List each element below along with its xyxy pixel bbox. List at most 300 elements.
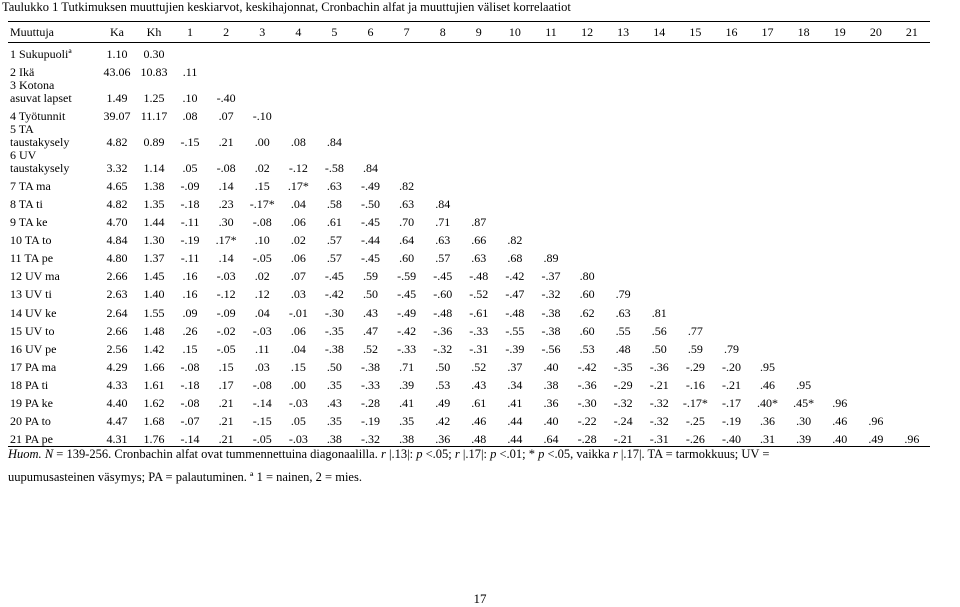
- empty-cell: [822, 79, 858, 105]
- empty-cell: [677, 79, 713, 105]
- table-row: [8, 356, 930, 374]
- table-footnote: [8, 443, 958, 489]
- table-row: [8, 283, 930, 301]
- correlation-cell: -.48: [505, 305, 525, 320]
- correlation-cell: .11: [182, 64, 198, 79]
- empty-cell: [677, 123, 713, 149]
- empty-cell: [894, 265, 930, 283]
- empty-cell: [677, 193, 713, 211]
- row-label-line: 18 PA ti: [10, 377, 49, 392]
- correlation-cell: .37: [507, 359, 523, 374]
- empty-cell: [605, 43, 641, 61]
- empty-cell: [497, 61, 533, 79]
- correlation-cell: -.18: [180, 377, 200, 392]
- correlation-cell: .64: [543, 431, 559, 446]
- correlation-cell: .35: [326, 377, 342, 392]
- empty-cell: [280, 61, 316, 79]
- empty-cell: [750, 105, 786, 123]
- row-label: [8, 211, 98, 229]
- mean-cell: 4.33: [106, 377, 128, 392]
- correlation-cell: .59: [363, 269, 379, 284]
- empty-cell: [461, 61, 497, 79]
- empty-cell: [822, 265, 858, 283]
- correlation-cell: -.49: [397, 305, 417, 320]
- empty-cell: [280, 43, 316, 61]
- column-header-variable: Muuttuja: [10, 24, 54, 39]
- footnote-text: = 139-256. Cronbachin alfat ovat tummennettuina diagonaalilla.: [53, 447, 381, 461]
- correlation-cell: -.12: [288, 160, 308, 175]
- empty-cell: [497, 79, 533, 105]
- empty-cell: [786, 149, 822, 175]
- table-row: [8, 301, 930, 319]
- empty-cell: [425, 175, 461, 193]
- empty-cell: [497, 43, 533, 61]
- table-row: [8, 79, 930, 105]
- empty-cell: [641, 193, 677, 211]
- sd-cell: 1.40: [143, 287, 165, 302]
- empty-cell: [389, 105, 425, 123]
- empty-cell: [533, 61, 569, 79]
- alpha-cell: .87: [471, 215, 487, 230]
- correlation-cell: .04: [290, 196, 306, 211]
- alpha-cell: .79: [615, 287, 631, 302]
- correlation-cell: .05: [290, 414, 306, 429]
- correlation-cell: .47: [363, 323, 379, 338]
- empty-cell: [822, 374, 858, 392]
- empty-cell: [750, 149, 786, 175]
- correlation-cell: .15: [254, 178, 270, 193]
- column-header: 2: [223, 24, 230, 39]
- table-row: [8, 193, 930, 211]
- footnote-text: |.17|. TA = tarmokkuus; UV =: [617, 447, 770, 461]
- correlation-cell: -.05: [252, 431, 272, 446]
- empty-cell: [569, 211, 605, 229]
- correlation-cell: .48: [471, 431, 487, 446]
- table-row: [8, 320, 930, 338]
- correlation-cell: -.28: [361, 396, 381, 410]
- footnote-line-1: [8, 443, 958, 466]
- empty-cell: [352, 43, 388, 61]
- row-label-line: 13 UV ti: [10, 287, 52, 302]
- table-row: [8, 211, 930, 229]
- empty-cell: [352, 79, 388, 105]
- empty-cell: [677, 211, 713, 229]
- sd-cell: 1.48: [143, 323, 165, 338]
- empty-cell: [461, 123, 497, 149]
- sd-cell: 0.89: [143, 134, 165, 149]
- correlation-cell: -.19: [361, 414, 381, 429]
- correlation-cell: -.22: [577, 414, 597, 429]
- column-header: 11: [545, 24, 557, 39]
- empty-cell: [497, 123, 533, 149]
- row-label: [8, 149, 98, 175]
- empty-cell: [316, 61, 352, 79]
- correlation-cell: .42: [435, 414, 451, 429]
- footnote-text: |.17|:: [459, 447, 491, 461]
- table-row: [8, 247, 930, 265]
- row-label-line: 2 Ikä: [10, 64, 35, 79]
- row-label-line: 17 PA ma: [10, 359, 57, 374]
- row-label: [8, 301, 98, 319]
- correlation-cell: -.61: [469, 305, 489, 320]
- correlation-cell: .57: [435, 251, 451, 266]
- empty-cell: [605, 211, 641, 229]
- mean-cell: 2.66: [106, 269, 128, 284]
- row-label-line: 20 PA to: [10, 414, 51, 429]
- empty-cell: [533, 149, 569, 175]
- correlation-cell: -.40: [721, 431, 741, 446]
- mean-cell: 39.07: [103, 108, 131, 123]
- empty-cell: [497, 193, 533, 211]
- correlation-cell: -.49: [361, 178, 381, 193]
- table-row: [8, 105, 930, 123]
- empty-cell: [425, 61, 461, 79]
- empty-cell: [786, 43, 822, 61]
- empty-cell: [389, 123, 425, 149]
- correlation-cell: .39: [399, 377, 415, 392]
- correlation-cell: .14: [218, 251, 234, 266]
- correlation-cell: -.11: [180, 251, 200, 266]
- column-header: 20: [869, 24, 882, 39]
- empty-cell: [461, 175, 497, 193]
- footnote-p-symbol: p: [416, 447, 423, 461]
- table-row: [8, 175, 930, 193]
- row-label: [8, 320, 98, 338]
- mean-cell: 2.63: [106, 287, 128, 302]
- row-label: [8, 175, 98, 193]
- empty-cell: [533, 79, 569, 105]
- empty-cell: [894, 247, 930, 265]
- correlation-cell: -.38: [324, 341, 344, 356]
- correlation-cell: .17*: [287, 178, 309, 193]
- correlation-cell: -.47: [505, 287, 525, 302]
- correlation-cell: .21: [218, 396, 234, 410]
- column-header: 13: [617, 24, 630, 39]
- correlation-cell: .71: [399, 359, 415, 374]
- sd-cell: 10.83: [140, 64, 168, 79]
- column-header: 4: [295, 24, 302, 39]
- table-row: [8, 410, 930, 428]
- empty-cell: [750, 265, 786, 283]
- empty-cell: [894, 283, 930, 301]
- sd-cell: 1.42: [143, 341, 165, 356]
- empty-cell: [569, 149, 605, 175]
- correlation-cell: -.03: [216, 269, 236, 284]
- column-header: 16: [725, 24, 738, 39]
- correlation-cell: -.39: [505, 341, 525, 356]
- correlation-cell: .68: [507, 251, 523, 266]
- empty-cell: [641, 211, 677, 229]
- correlation-cell: .71: [435, 215, 451, 230]
- footnote-text: <.05, vaikka: [544, 447, 613, 461]
- empty-cell: [894, 374, 930, 392]
- empty-cell: [461, 149, 497, 175]
- table-row: [8, 61, 930, 79]
- correlation-cell: .26: [182, 323, 198, 338]
- alpha-cell: .77: [687, 323, 703, 338]
- correlation-cell: .61: [326, 215, 342, 230]
- empty-cell: [497, 105, 533, 123]
- empty-cell: [208, 43, 244, 61]
- correlation-cell: -.03: [252, 323, 272, 338]
- correlation-cell: -.35: [324, 323, 344, 338]
- correlation-cell: .06: [290, 215, 306, 230]
- column-header: 17: [761, 24, 774, 39]
- empty-cell: [894, 175, 930, 193]
- empty-cell: [750, 338, 786, 356]
- correlation-cell: .36: [760, 414, 776, 429]
- correlation-cell: .17*: [215, 233, 237, 248]
- correlation-cell: -.45: [361, 251, 381, 266]
- empty-cell: [822, 149, 858, 175]
- correlation-cell: -.21: [649, 377, 669, 392]
- correlation-cell: .36: [543, 396, 559, 410]
- column-header: 19: [833, 24, 846, 39]
- empty-cell: [822, 43, 858, 61]
- correlation-cell: .52: [363, 341, 379, 356]
- correlation-cell: -.30: [324, 305, 344, 320]
- column-header: 14: [653, 24, 666, 39]
- footnote-r-symbol: r: [454, 447, 460, 461]
- empty-cell: [425, 149, 461, 175]
- correlation-cell: -.19: [721, 414, 741, 429]
- correlation-cell: -.32: [541, 287, 561, 302]
- empty-cell: [533, 105, 569, 123]
- empty-cell: [713, 61, 749, 79]
- correlation-cell: .60: [579, 287, 595, 302]
- correlation-cell: .46: [832, 414, 848, 429]
- empty-cell: [894, 61, 930, 79]
- correlation-cell: -.03: [288, 396, 308, 410]
- empty-cell: [713, 211, 749, 229]
- correlation-cell: -.59: [397, 269, 417, 284]
- row-label-line: 4 Työtunnit: [10, 108, 66, 123]
- correlation-cell: .49: [868, 431, 884, 446]
- mean-cell: 4.47: [106, 414, 128, 429]
- correlation-cell: -.50: [361, 196, 381, 211]
- correlation-cell: .63: [471, 251, 487, 266]
- correlation-cell: -.44: [361, 233, 381, 248]
- row-label-line: 21 PA pe: [10, 431, 53, 446]
- correlation-cell: -.25: [685, 414, 705, 429]
- column-header: Kh: [146, 24, 162, 39]
- correlation-cell: .30: [218, 215, 234, 230]
- correlation-cell: -.05: [216, 341, 236, 356]
- empty-cell: [750, 320, 786, 338]
- correlation-cell: -.48: [469, 269, 489, 284]
- row-label-line: 3 Kotona: [10, 77, 55, 92]
- empty-cell: [894, 338, 930, 356]
- empty-cell: [894, 105, 930, 123]
- empty-cell: [894, 356, 930, 374]
- alpha-cell: .84: [435, 196, 451, 211]
- correlation-cell: .46: [760, 377, 776, 392]
- row-label-line: 6 UV: [10, 147, 37, 162]
- sd-cell: 1.55: [143, 305, 165, 320]
- correlation-cell: -.42: [397, 323, 417, 338]
- correlation-cell: -.60: [433, 287, 453, 302]
- correlation-cell: -.02: [216, 323, 236, 338]
- correlation-cell: -.20: [721, 359, 741, 374]
- mean-cell: 4.70: [106, 215, 128, 230]
- mean-cell: 2.64: [106, 305, 128, 320]
- correlation-cell: -.19: [180, 233, 200, 248]
- correlation-cell: .14: [218, 178, 234, 193]
- row-label-line: 14 UV ke: [10, 305, 57, 320]
- mean-cell: 1.10: [106, 46, 128, 61]
- correlation-cell: .21: [218, 134, 234, 149]
- correlation-cell: .40: [543, 359, 559, 374]
- sd-cell: 1.68: [143, 414, 165, 429]
- correlation-cell: .06: [290, 323, 306, 338]
- empty-cell: [461, 79, 497, 105]
- column-header: Ka: [110, 24, 124, 39]
- correlation-cell: .44: [507, 431, 523, 446]
- alpha-cell: .96: [832, 396, 848, 410]
- empty-cell: [641, 149, 677, 175]
- empty-cell: [822, 338, 858, 356]
- correlation-cell: .48: [615, 341, 631, 356]
- correlation-cell: .10: [254, 233, 270, 248]
- correlation-cell: -.08: [180, 359, 200, 374]
- empty-cell: [569, 43, 605, 61]
- row-label-line: taustakysely: [10, 134, 70, 149]
- empty-cell: [858, 229, 894, 247]
- table-row: [8, 374, 930, 392]
- alpha-cell: .95: [796, 377, 812, 392]
- sd-cell: 11.17: [140, 108, 168, 123]
- row-label-line: taustakysely: [10, 160, 70, 175]
- alpha-cell: .89: [543, 251, 559, 266]
- empty-cell: [677, 229, 713, 247]
- row-label: [8, 265, 98, 283]
- empty-cell: [641, 247, 677, 265]
- row-label: [8, 229, 98, 247]
- sd-cell: 1.37: [143, 251, 165, 266]
- correlation-cell: -.01: [288, 305, 308, 320]
- empty-cell: [750, 175, 786, 193]
- footnote-text: <.01; *: [496, 447, 539, 461]
- empty-cell: [786, 193, 822, 211]
- correlation-cell: .50: [435, 359, 451, 374]
- correlation-cell: .57: [326, 233, 342, 248]
- empty-cell: [425, 105, 461, 123]
- footnote-huom: Huom.: [8, 447, 42, 461]
- correlation-cell: .06: [290, 251, 306, 266]
- correlation-cell: .21: [218, 431, 234, 446]
- empty-cell: [894, 301, 930, 319]
- correlation-cell: .46: [471, 414, 487, 429]
- mean-cell: 4.84: [106, 233, 128, 248]
- empty-cell: [713, 149, 749, 175]
- correlation-cell: -.21: [613, 431, 633, 446]
- sd-cell: 1.35: [143, 196, 165, 211]
- empty-cell: [858, 320, 894, 338]
- empty-cell: [713, 265, 749, 283]
- sd-cell: 1.76: [143, 431, 165, 446]
- empty-cell: [786, 123, 822, 149]
- empty-cell: [750, 247, 786, 265]
- correlation-cell: .17: [218, 377, 234, 392]
- empty-cell: [316, 105, 352, 123]
- empty-cell: [677, 61, 713, 79]
- table-row: [8, 229, 930, 247]
- empty-cell: [389, 149, 425, 175]
- column-header: 7: [403, 24, 410, 39]
- sd-cell: 1.62: [143, 396, 165, 410]
- correlation-cell: .07: [290, 269, 306, 284]
- correlation-cell: -.45: [397, 287, 417, 302]
- empty-cell: [822, 356, 858, 374]
- empty-cell: [677, 149, 713, 175]
- empty-cell: [605, 123, 641, 149]
- empty-cell: [713, 193, 749, 211]
- empty-cell: [786, 61, 822, 79]
- column-header: 3: [259, 24, 266, 39]
- correlation-cell: .56: [651, 323, 667, 338]
- correlation-cell: .40: [832, 431, 848, 446]
- correlation-cell: -.33: [397, 341, 417, 356]
- sd-cell: 1.25: [143, 90, 165, 105]
- row-label-line: asuvat lapset: [10, 90, 72, 105]
- correlation-cell: .50: [651, 341, 667, 356]
- sd-cell: 1.44: [143, 215, 165, 230]
- mean-cell: 4.65: [106, 178, 128, 193]
- empty-cell: [786, 247, 822, 265]
- empty-cell: [425, 79, 461, 105]
- correlation-cell: -.45: [361, 215, 381, 230]
- correlation-cell: -.32: [613, 396, 633, 410]
- empty-cell: [677, 247, 713, 265]
- empty-cell: [894, 229, 930, 247]
- correlation-cell: -.32: [433, 341, 453, 356]
- empty-cell: [858, 265, 894, 283]
- empty-cell: [280, 105, 316, 123]
- empty-cell: [569, 123, 605, 149]
- mean-cell: 1.49: [106, 90, 128, 105]
- empty-cell: [750, 43, 786, 61]
- correlation-cell: .02: [254, 269, 270, 284]
- correlation-cell: .16: [182, 269, 198, 284]
- correlation-cell: -.52: [469, 287, 489, 302]
- row-label-line: 8 TA ti: [10, 196, 43, 211]
- correlation-table: [8, 21, 930, 447]
- footnote-p-symbol: p: [490, 447, 497, 461]
- empty-cell: [497, 175, 533, 193]
- empty-cell: [894, 211, 930, 229]
- empty-cell: [677, 265, 713, 283]
- correlation-cell: -.45: [433, 269, 453, 284]
- footnote-n-symbol: N: [44, 447, 54, 461]
- correlation-cell: -.14: [252, 396, 272, 410]
- empty-cell: [569, 175, 605, 193]
- mean-cell: 2.56: [106, 341, 128, 356]
- mean-cell: 43.06: [103, 64, 131, 79]
- empty-cell: [858, 43, 894, 61]
- correlation-cell: .62: [579, 305, 595, 320]
- correlation-cell: .55: [615, 323, 631, 338]
- empty-cell: [858, 283, 894, 301]
- empty-cell: [750, 229, 786, 247]
- row-label: [8, 61, 98, 79]
- empty-cell: [894, 123, 930, 149]
- empty-cell: [786, 283, 822, 301]
- alpha-cell: .80: [579, 269, 595, 284]
- correlation-cell: .63: [326, 178, 342, 193]
- footnote-line-2: uupumusasteinen väsymys; PA = palautuminen. ª 1 = nainen, 2 = mies.: [8, 470, 362, 484]
- correlation-cell: .40*: [757, 396, 779, 410]
- empty-cell: [713, 79, 749, 105]
